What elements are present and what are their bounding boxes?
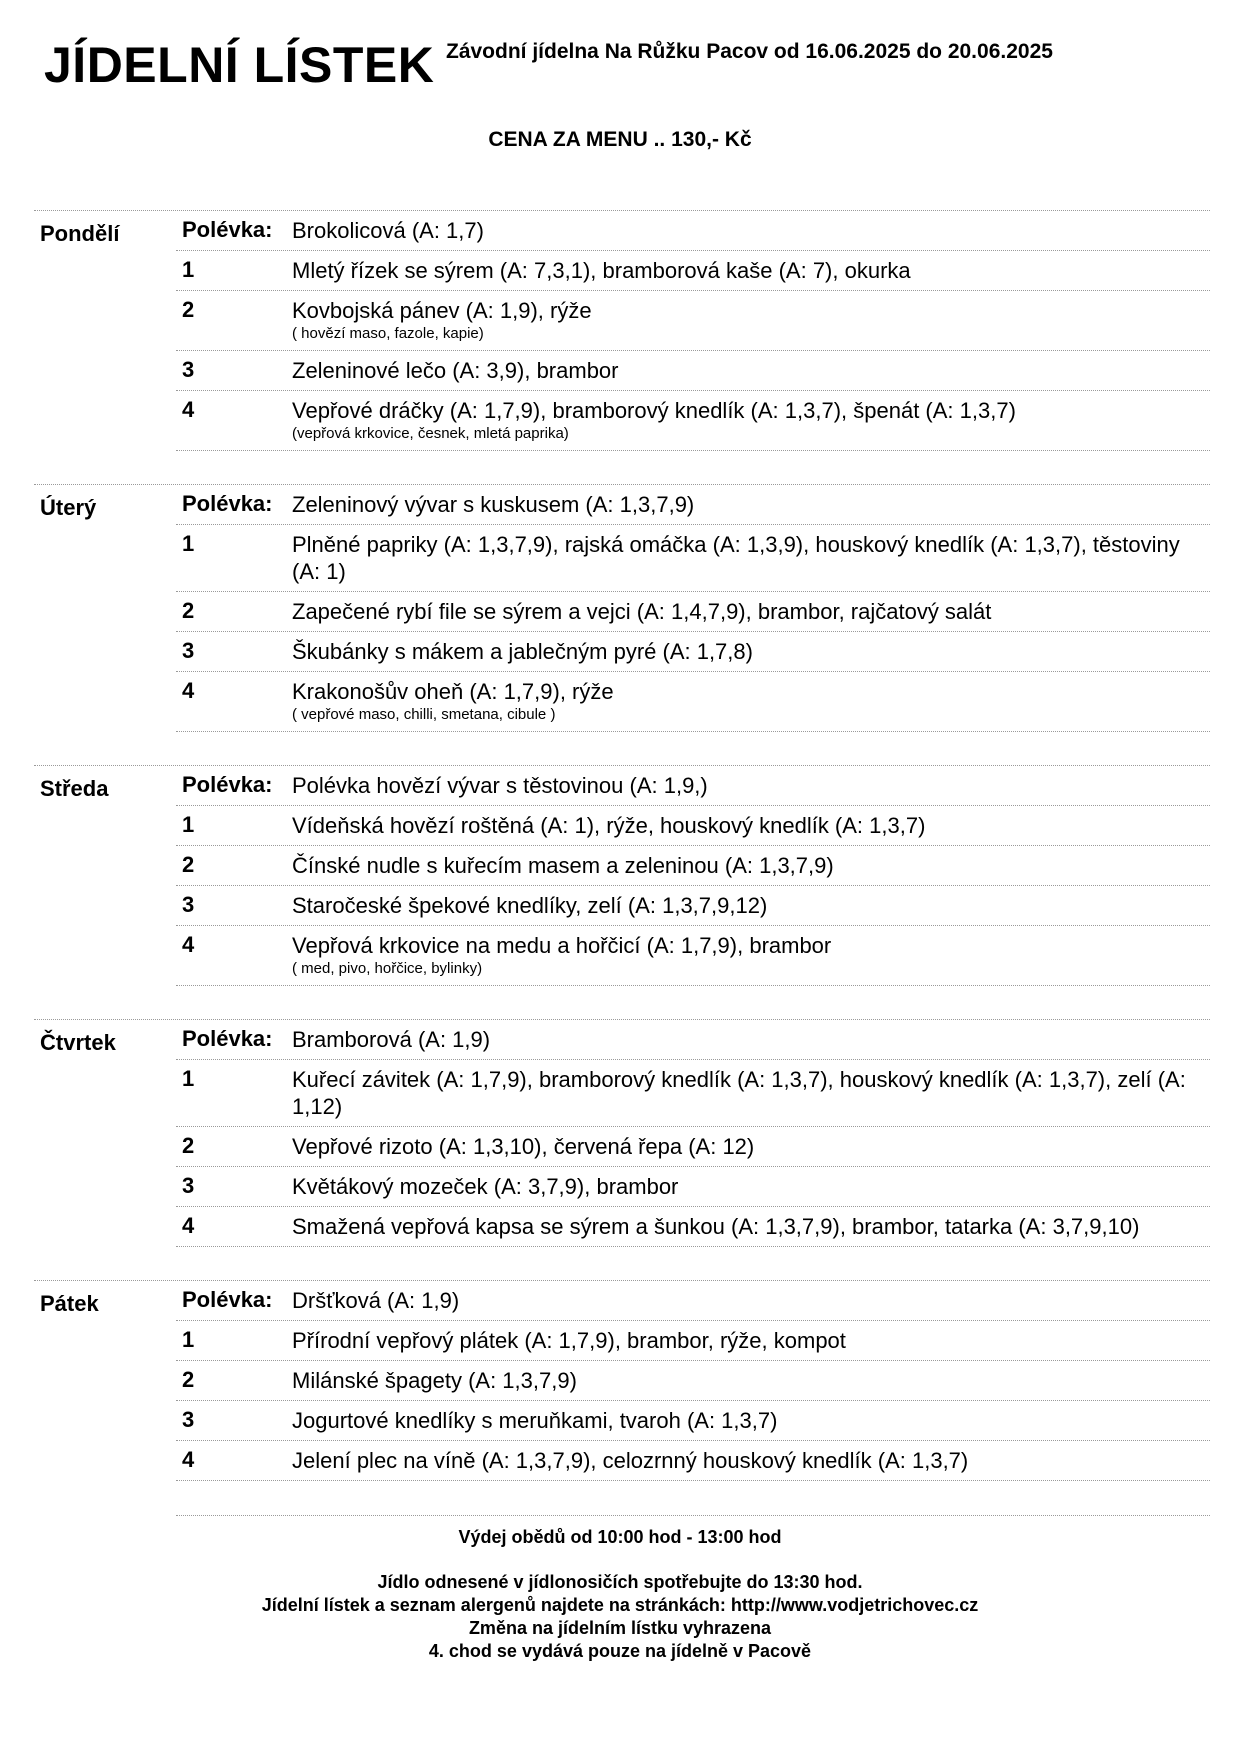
- dish-cell: [292, 357, 1210, 384]
- menu-price: CENA ZA MENU .. 130,- Kč: [488, 128, 752, 151]
- dish-cell: [292, 297, 1210, 344]
- dish-cell: [292, 598, 1210, 625]
- item-label: 4: [182, 678, 195, 703]
- dish-cell: [292, 531, 1210, 585]
- soup-row: [176, 1020, 1210, 1060]
- item-label: 2: [182, 1133, 195, 1158]
- dish-cell: [292, 892, 1210, 919]
- dish-ingredients-note: ( med, pivo, hořčice, bylinky): [292, 960, 483, 977]
- item-label: 1: [182, 257, 195, 282]
- day-section: [34, 1019, 1210, 1247]
- meal-row: [176, 1127, 1210, 1167]
- item-label: 3: [182, 892, 195, 917]
- meal-row: [176, 592, 1210, 632]
- item-label: 1: [182, 531, 195, 556]
- item-label: Polévka:: [182, 1287, 273, 1312]
- soup-row: [176, 211, 1210, 251]
- dish-cell: [292, 1066, 1210, 1120]
- dish-cell: [292, 812, 1210, 839]
- header: [44, 34, 1204, 94]
- meal-row: [176, 926, 1210, 986]
- dish-cell: [292, 932, 1210, 979]
- meal-row: [176, 1207, 1210, 1247]
- dish-cell: [292, 1173, 1210, 1200]
- meal-row: [176, 251, 1210, 291]
- day-name: Úterý: [40, 495, 97, 520]
- item-label: 3: [182, 357, 195, 382]
- canteen-and-period: Závodní jídelna Na Růžku Pacov od 16.06.2025 do 20.06.2025: [446, 40, 1053, 63]
- item-label: Polévka:: [182, 217, 273, 242]
- item-label: Polévka:: [182, 772, 273, 797]
- item-label: 3: [182, 1173, 195, 1198]
- dish-text: Květákový mozeček (A: 3,7,9), brambor: [292, 1174, 679, 1199]
- meal-row: [176, 1441, 1210, 1481]
- dish-text: Kuřecí závitek (A: 1,7,9), bramborový knedlík (A: 1,3,7), houskový knedlík (A: 1,3,7), zelí (A: 1,12): [292, 1067, 1186, 1119]
- meal-row: [176, 291, 1210, 351]
- dish-text: Škubánky s mákem a jablečným pyré (A: 1,7,8): [292, 639, 753, 664]
- item-label: 2: [182, 852, 195, 877]
- item-label: 2: [182, 297, 195, 322]
- meal-row: [176, 391, 1210, 451]
- dish-cell: [292, 678, 1210, 725]
- dish-cell: [292, 1367, 1210, 1394]
- item-label: 3: [182, 638, 195, 663]
- allergens-note: Jídelní lístek a seznam alergenů najdete na stránkách: http://www.vodjetrichovec.cz: [261, 1595, 979, 1615]
- takeaway-note: Jídlo odnesené v jídlonosičích spotřebujte do 13:30 hod.: [377, 1572, 863, 1592]
- dish-text: Dršťková (A: 1,9): [292, 1288, 460, 1313]
- dish-cell: [292, 397, 1210, 444]
- meal-row: [176, 1401, 1210, 1441]
- meal-row: [176, 886, 1210, 926]
- meal-row: [176, 351, 1210, 391]
- item-label: 4: [182, 1213, 195, 1238]
- dish-cell: [292, 852, 1210, 879]
- dish-ingredients-note: ( hovězí maso, fazole, kapie): [292, 325, 484, 342]
- dish-text: Plněné papriky (A: 1,3,7,9), rajská omáčka (A: 1,3,9), houskový knedlík (A: 1,3,7), těstoviny (A: 1): [292, 532, 1180, 584]
- dish-text: Mletý řízek se sýrem (A: 7,3,1), bramborová kaše (A: 7), okurka: [292, 258, 911, 283]
- day-section: [34, 484, 1210, 732]
- day-name: Čtvrtek: [40, 1030, 116, 1055]
- day-name: Středa: [40, 776, 109, 801]
- dish-text: Jogurtové knedlíky s meruňkami, tvaroh (A: 1,3,7): [292, 1408, 778, 1433]
- dish-text: Vídeňská hovězí roštěná (A: 1), rýže, houskový knedlík (A: 1,3,7): [292, 813, 926, 838]
- dish-cell: [292, 1447, 1210, 1474]
- item-label: Polévka:: [182, 491, 273, 516]
- soup-row: [176, 1281, 1210, 1321]
- dish-text: Vepřové rizoto (A: 1,3,10), červená řepa (A: 12): [292, 1134, 755, 1159]
- dish-text: Milánské špagety (A: 1,3,7,9): [292, 1368, 577, 1393]
- item-label: 4: [182, 932, 195, 957]
- dish-text: Zeleninový vývar s kuskusem (A: 1,3,7,9): [292, 492, 695, 517]
- dish-cell: [292, 1026, 1210, 1053]
- meal-row: [176, 1361, 1210, 1401]
- item-label: 4: [182, 1447, 195, 1472]
- dish-text: Bramborová (A: 1,9): [292, 1027, 491, 1052]
- dish-cell: [292, 638, 1210, 665]
- item-label: 3: [182, 1407, 195, 1432]
- meal-row: [176, 525, 1210, 592]
- dish-cell: [292, 1407, 1210, 1434]
- dish-text: Čínské nudle s kuřecím masem a zeleninou (A: 1,3,7,9): [292, 853, 834, 878]
- meal-row: [176, 632, 1210, 672]
- dish-text: Přírodní vepřový plátek (A: 1,7,9), brambor, rýže, kompot: [292, 1328, 846, 1353]
- dish-text: Kovbojská pánev (A: 1,9), rýže: [292, 298, 592, 323]
- dish-cell: [292, 491, 1210, 518]
- dish-text: Vepřové dráčky (A: 1,7,9), bramborový knedlík (A: 1,3,7), špenát (A: 1,3,7): [292, 398, 1016, 423]
- item-label: 2: [182, 1367, 195, 1392]
- item-label: 4: [182, 397, 195, 422]
- page-title: JÍDELNÍ LÍSTEK: [44, 37, 435, 93]
- dish-text: Smažená vepřová kapsa se sýrem a šunkou (A: 1,3,7,9), brambor, tatarka (A: 3,7,9,10): [292, 1214, 1140, 1239]
- dish-ingredients-note: ( vepřové maso, chilli, smetana, cibule ): [292, 706, 556, 723]
- dish-text: Vepřová krkovice na medu a hořčicí (A: 1,7,9), brambor: [292, 933, 832, 958]
- item-label: 1: [182, 1327, 195, 1352]
- day-section: [34, 1280, 1210, 1516]
- meal-row: [176, 1321, 1210, 1361]
- day-section: [34, 765, 1210, 986]
- item-label: Polévka:: [182, 1026, 273, 1051]
- item-label: 2: [182, 598, 195, 623]
- day-section: [34, 210, 1210, 451]
- dish-cell: [292, 257, 1210, 284]
- dish-cell: [292, 1327, 1210, 1354]
- dish-cell: [292, 772, 1210, 799]
- meal-row: [176, 846, 1210, 886]
- changes-note: Změna na jídelním lístku vyhrazena: [468, 1618, 772, 1638]
- dish-text: Polévka hovězí vývar s těstovinou (A: 1,9,): [292, 773, 708, 798]
- meal-row: [176, 1167, 1210, 1207]
- dish-text: Jelení plec na víně (A: 1,3,7,9), celozrnný houskový knedlík (A: 1,3,7): [292, 1448, 969, 1473]
- weekly-menu: [34, 210, 1210, 1516]
- dish-text: Staročeské špekové knedlíky, zelí (A: 1,3,7,9,12): [292, 893, 768, 918]
- footer: [0, 1526, 1240, 1663]
- dish-cell: [292, 1133, 1210, 1160]
- soup-row: [176, 766, 1210, 806]
- dish-text: Zapečené rybí file se sýrem a vejci (A: 1,4,7,9), brambor, rajčatový salát: [292, 599, 992, 624]
- dish-text: Brokolicová (A: 1,7): [292, 218, 484, 243]
- meal-row: [176, 806, 1210, 846]
- meal-row: [176, 672, 1210, 732]
- dish-cell: [292, 1287, 1210, 1314]
- empty-row: [176, 1481, 1210, 1516]
- dish-text: Krakonošův oheň (A: 1,7,9), rýže: [292, 679, 614, 704]
- item-label: 1: [182, 1066, 195, 1091]
- dish-text: Zeleninové lečo (A: 3,9), brambor: [292, 358, 619, 383]
- serving-hours: Výdej obědů od 10:00 hod - 13:00 hod: [458, 1527, 782, 1547]
- item-label: 1: [182, 812, 195, 837]
- dish-cell: [292, 1213, 1210, 1240]
- meal-row: [176, 1060, 1210, 1127]
- soup-row: [176, 485, 1210, 525]
- dish-ingredients-note: (vepřová krkovice, česnek, mletá paprika): [292, 425, 569, 442]
- dish-cell: [292, 217, 1210, 244]
- day-name: Pátek: [40, 1291, 99, 1316]
- day-name: Pondělí: [40, 221, 120, 246]
- fourth-course-note: 4. chod se vydává pouze na jídelně v Pacově: [428, 1641, 812, 1661]
